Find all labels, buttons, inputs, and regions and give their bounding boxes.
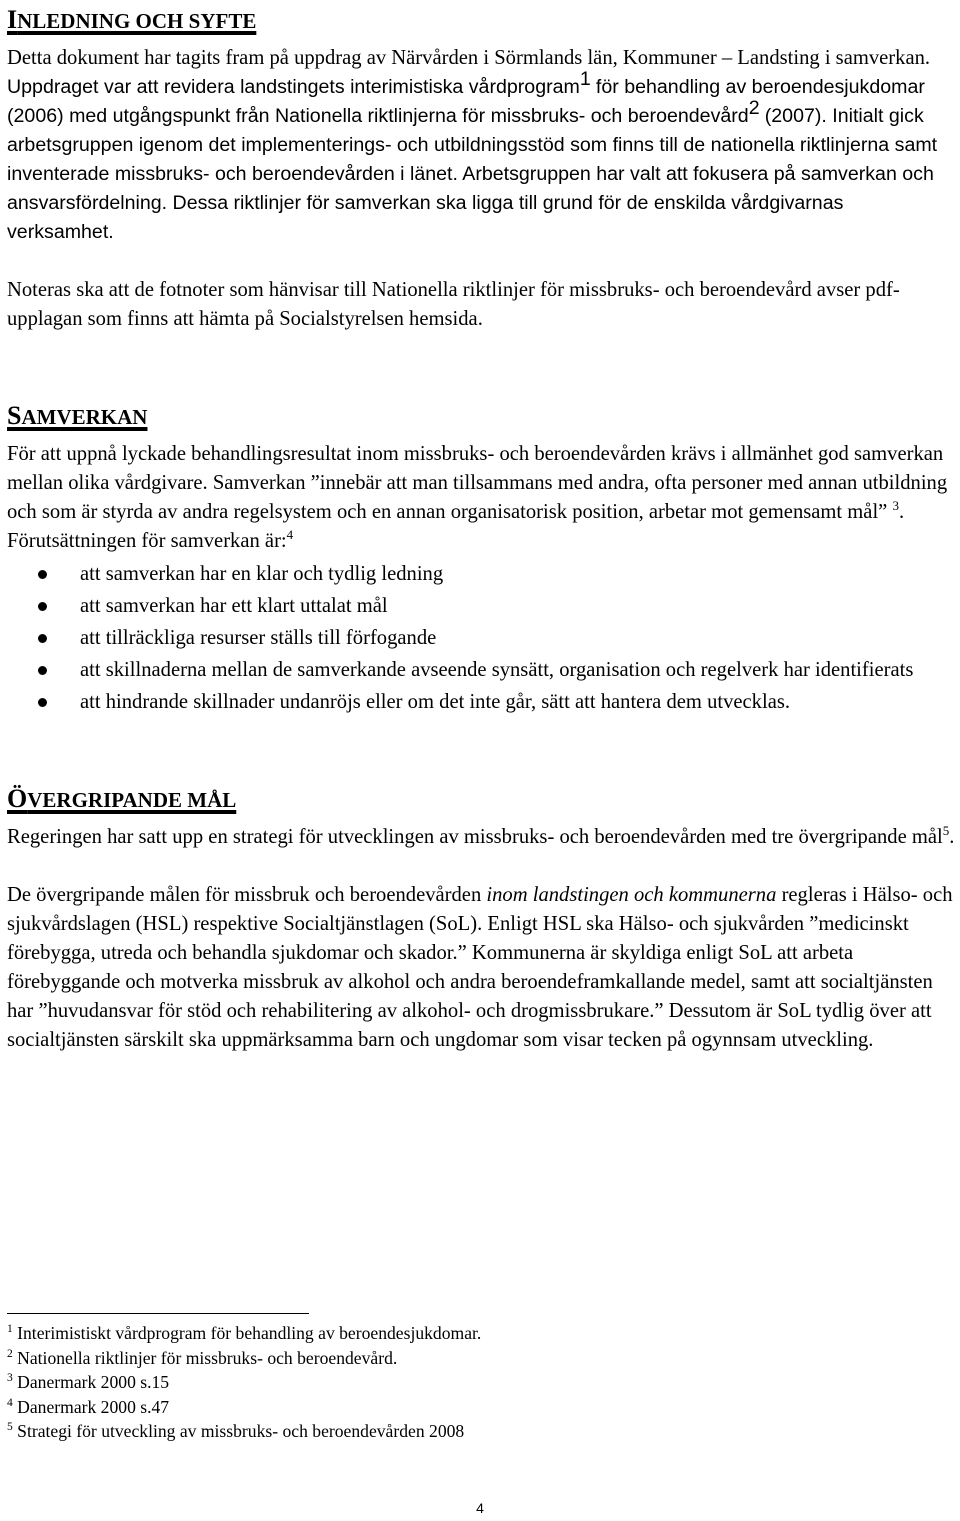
heading-samverkan: SAMVERKAN [7, 401, 148, 430]
list-item: att hindrande skillnader undanröjs eller om det inte går, sätt att hantera dem utvecklas. [7, 688, 955, 717]
footnote-item: $^1$ Interimistiskt vårdprogram för behandling av beroendesjukdomar. [7, 1323, 482, 1343]
list-item: att samverkan har en klar och tydlig ledning [7, 560, 955, 589]
list-item: att samverkan har ett klart uttalat mål [7, 592, 955, 621]
footnote-item: $^4$ Danermark 2000 s.47 [7, 1396, 170, 1417]
footnote-item: $^3$ Danermark 2000 s.15 [7, 1372, 170, 1392]
intro-note-paragraph: Noteras ska att de fotnoter som hänvisar till Nationella riktlinjer för missbruks- och beroendevård avser pdf-upplagan som finns att hämta på Socialstyrelsen hemsida. [7, 279, 900, 330]
heading-overgripande-mal: ÖVERGRIPANDE MÅL [7, 784, 237, 813]
mal-law-paragraph: De övergripande målen för missbruk och beroendevården inom landstingen och kommunerna regleras i Hälso- och sjukvårdslagen (HSL) respektive Socialtjänstlagen (SoL). Enligt HSL ska Hälso- och sjukvården ”medicinskt förebygga, utreda och behandla sjukdomar och skador.” Kommunerna är skyldiga enligt SoL att arbeta förebyggande och motverka missbruk av alkohol och andra beroendeframkallande medel, samt att socialtjänsten har ”huvudansvar för stöd och rehabilitering av alkohol- och drogmissbrukare.” Dessutom är SoL tydlig över att socialtjänsten särskilt ska uppmärksamma barn och ungdomar som visar tecken på ogynnsam utveckling. [7, 884, 953, 1051]
footnotes [7, 1313, 481, 1444]
footnote-ref-5: 5 [942, 823, 950, 838]
footnote-ref-1: 1 [579, 68, 591, 90]
samverkan-paragraph: För att uppnå lyckade behandlingsresultat inom missbruks- och beroendevården krävs i allmänhet god samverkan mellan olika vårdgivare. Samverkan ”innebär att man tillsammans med andra, ofta personer med annan utbildning och som är styrda av andra regelsystem och en annan organisatorisk position, arbetar mot gemensamt mål” $^3$. Förutsättningen för samverkan är:$^4$ [7, 443, 948, 552]
list-item: att skillnaderna mellan de samverkande avseende synsätt, organisation och regelverk har identifierats [7, 656, 955, 685]
document-page [7, 0, 955, 1441]
footnote-ref-2: 2 [748, 97, 760, 119]
mal-paragraph: Regeringen har satt upp en strategi för utvecklingen av missbruks- och beroendevården med tre övergripande mål$^5$. [7, 823, 955, 848]
heading-inledning: INLEDNING OCH SYFTE [7, 5, 257, 34]
samverkan-conditions-list [7, 560, 955, 717]
footnote-ref-4: 4 [286, 527, 294, 542]
footnote-item: $^5$ Strategi för utveckling av missbruks- och beroendevården 2008 [7, 1421, 465, 1441]
intro-paragraph: Detta dokument har tagits fram på uppdrag av Närvården i Sörmlands län, Kommuner – Landsting i samverkan. Uppdraget var att revidera landstingets interimistiska vårdprogram$^1$ för behandling av beroendesjukdomar (2006) med utgångspunkt från Nationella riktlinjerna för missbruks- och beroendevård$^2$ (2007). Initialt gick arbetsgruppen igenom det implementerings- och utbildningsstöd som finns till de nationella riktlinjerna samt inventerade missbruks- och beroendevården i länet. Arbetsgruppen har valt att fokusera på samverkan och ansvarsfördelning. Dessa riktlinjer för samverkan ska ligga till grund för de enskilda vårdgivarnas verksamhet. [7, 47, 938, 243]
footnote-divider [7, 1313, 309, 1314]
list-item: att tillräckliga resurser ställs till förfogande [7, 624, 955, 653]
page-number: 4 [476, 1500, 484, 1516]
footnote-item: $^2$ Nationella riktlinjer för missbruks- och beroendevård. [7, 1347, 398, 1368]
footnote-ref-3: 3 [892, 498, 899, 513]
